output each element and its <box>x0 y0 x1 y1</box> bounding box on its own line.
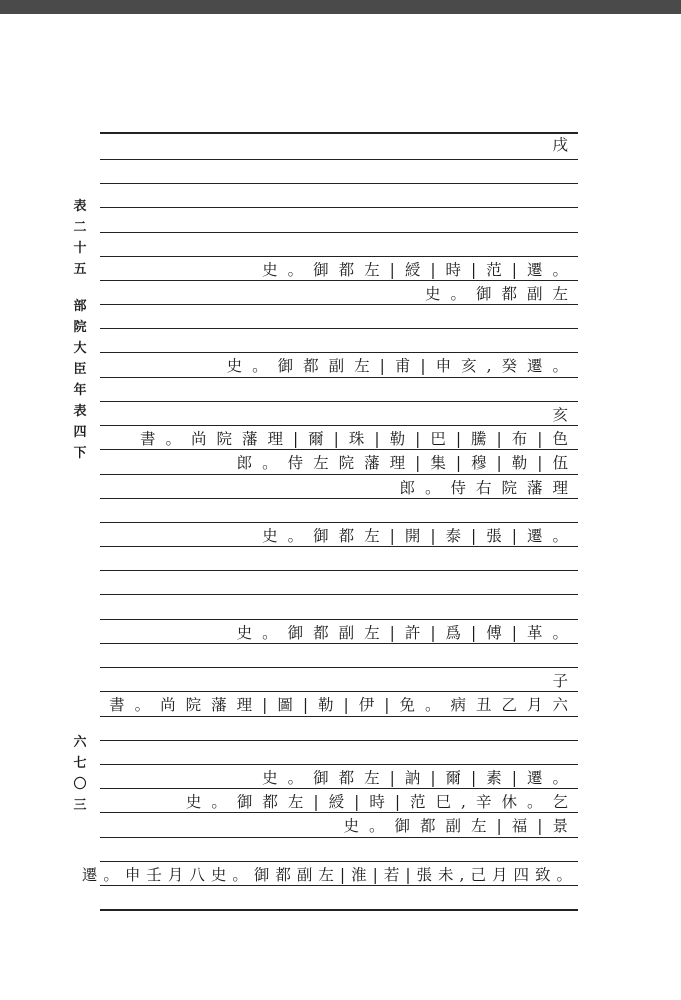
table-rule <box>100 132 578 134</box>
table-rule <box>100 401 578 402</box>
table-rule <box>100 740 578 741</box>
table-rule <box>100 716 578 717</box>
table-row-text: 亥 <box>552 406 578 424</box>
table-rule <box>100 522 578 523</box>
table-rule <box>100 619 578 620</box>
table-row-text: 史。御都左|訥|爾|素|遷。 <box>262 769 578 787</box>
table-rule <box>100 377 578 378</box>
table-rule <box>100 909 578 911</box>
table-rule <box>100 256 578 257</box>
table-rule <box>100 232 578 233</box>
table-rule <box>100 691 578 692</box>
table-title-vertical: 表 二 十 五 部 院 大 臣 年 表 四 下 <box>73 199 87 461</box>
table-row-text: 戌 <box>552 136 578 154</box>
table-row-text: 郎。侍右院藩理 <box>399 479 578 497</box>
table-rule <box>100 837 578 838</box>
table-row-text: 史。御都左|綬|時|范巳,辛休。乞 <box>185 793 578 811</box>
table-rule <box>100 667 578 668</box>
table-rule <box>100 183 578 184</box>
table-row-text: 書。尚院藩理|圖|勒|伊|免。病丑乙月六 <box>109 696 578 714</box>
table-rule <box>100 328 578 329</box>
table-row-text: 書。尚院藩理|爾|珠|勒|巴|騰|布|色 <box>139 430 578 448</box>
table-rule <box>100 570 578 571</box>
table-row-text: 史。御都副左|福|景 <box>343 817 578 835</box>
table-rule <box>100 159 578 160</box>
table-row-text: 史。御都副左|甫|申亥,癸遷。 <box>226 357 578 375</box>
table-row-text: 史。御都左|綬|時|范|遷。 <box>262 261 578 279</box>
table-row-text: 史。御都左|開|泰|張|遷。 <box>262 527 578 545</box>
table-row-text: 子 <box>552 672 578 690</box>
table-rule <box>100 352 578 353</box>
table-rule <box>100 861 578 862</box>
table-rule <box>100 207 578 208</box>
table-row-text: 遷。申壬月八史。御都副左|淮|若|張未,己月四致。 <box>81 866 578 884</box>
viewer-top-bar <box>0 0 681 14</box>
page-number: 六 七 〇 三 <box>73 735 87 813</box>
table-row-text: 郎。侍左院藩理|集|穆|勒|伍 <box>236 454 578 472</box>
table-row-text: 史。御都副左|許|爲|傅|革。 <box>236 624 578 642</box>
table-rule <box>100 474 578 475</box>
table-rule <box>100 594 578 595</box>
table-rule <box>100 764 578 765</box>
table-row-text: 史。御都副左 <box>424 285 578 303</box>
table-rule <box>100 425 578 426</box>
